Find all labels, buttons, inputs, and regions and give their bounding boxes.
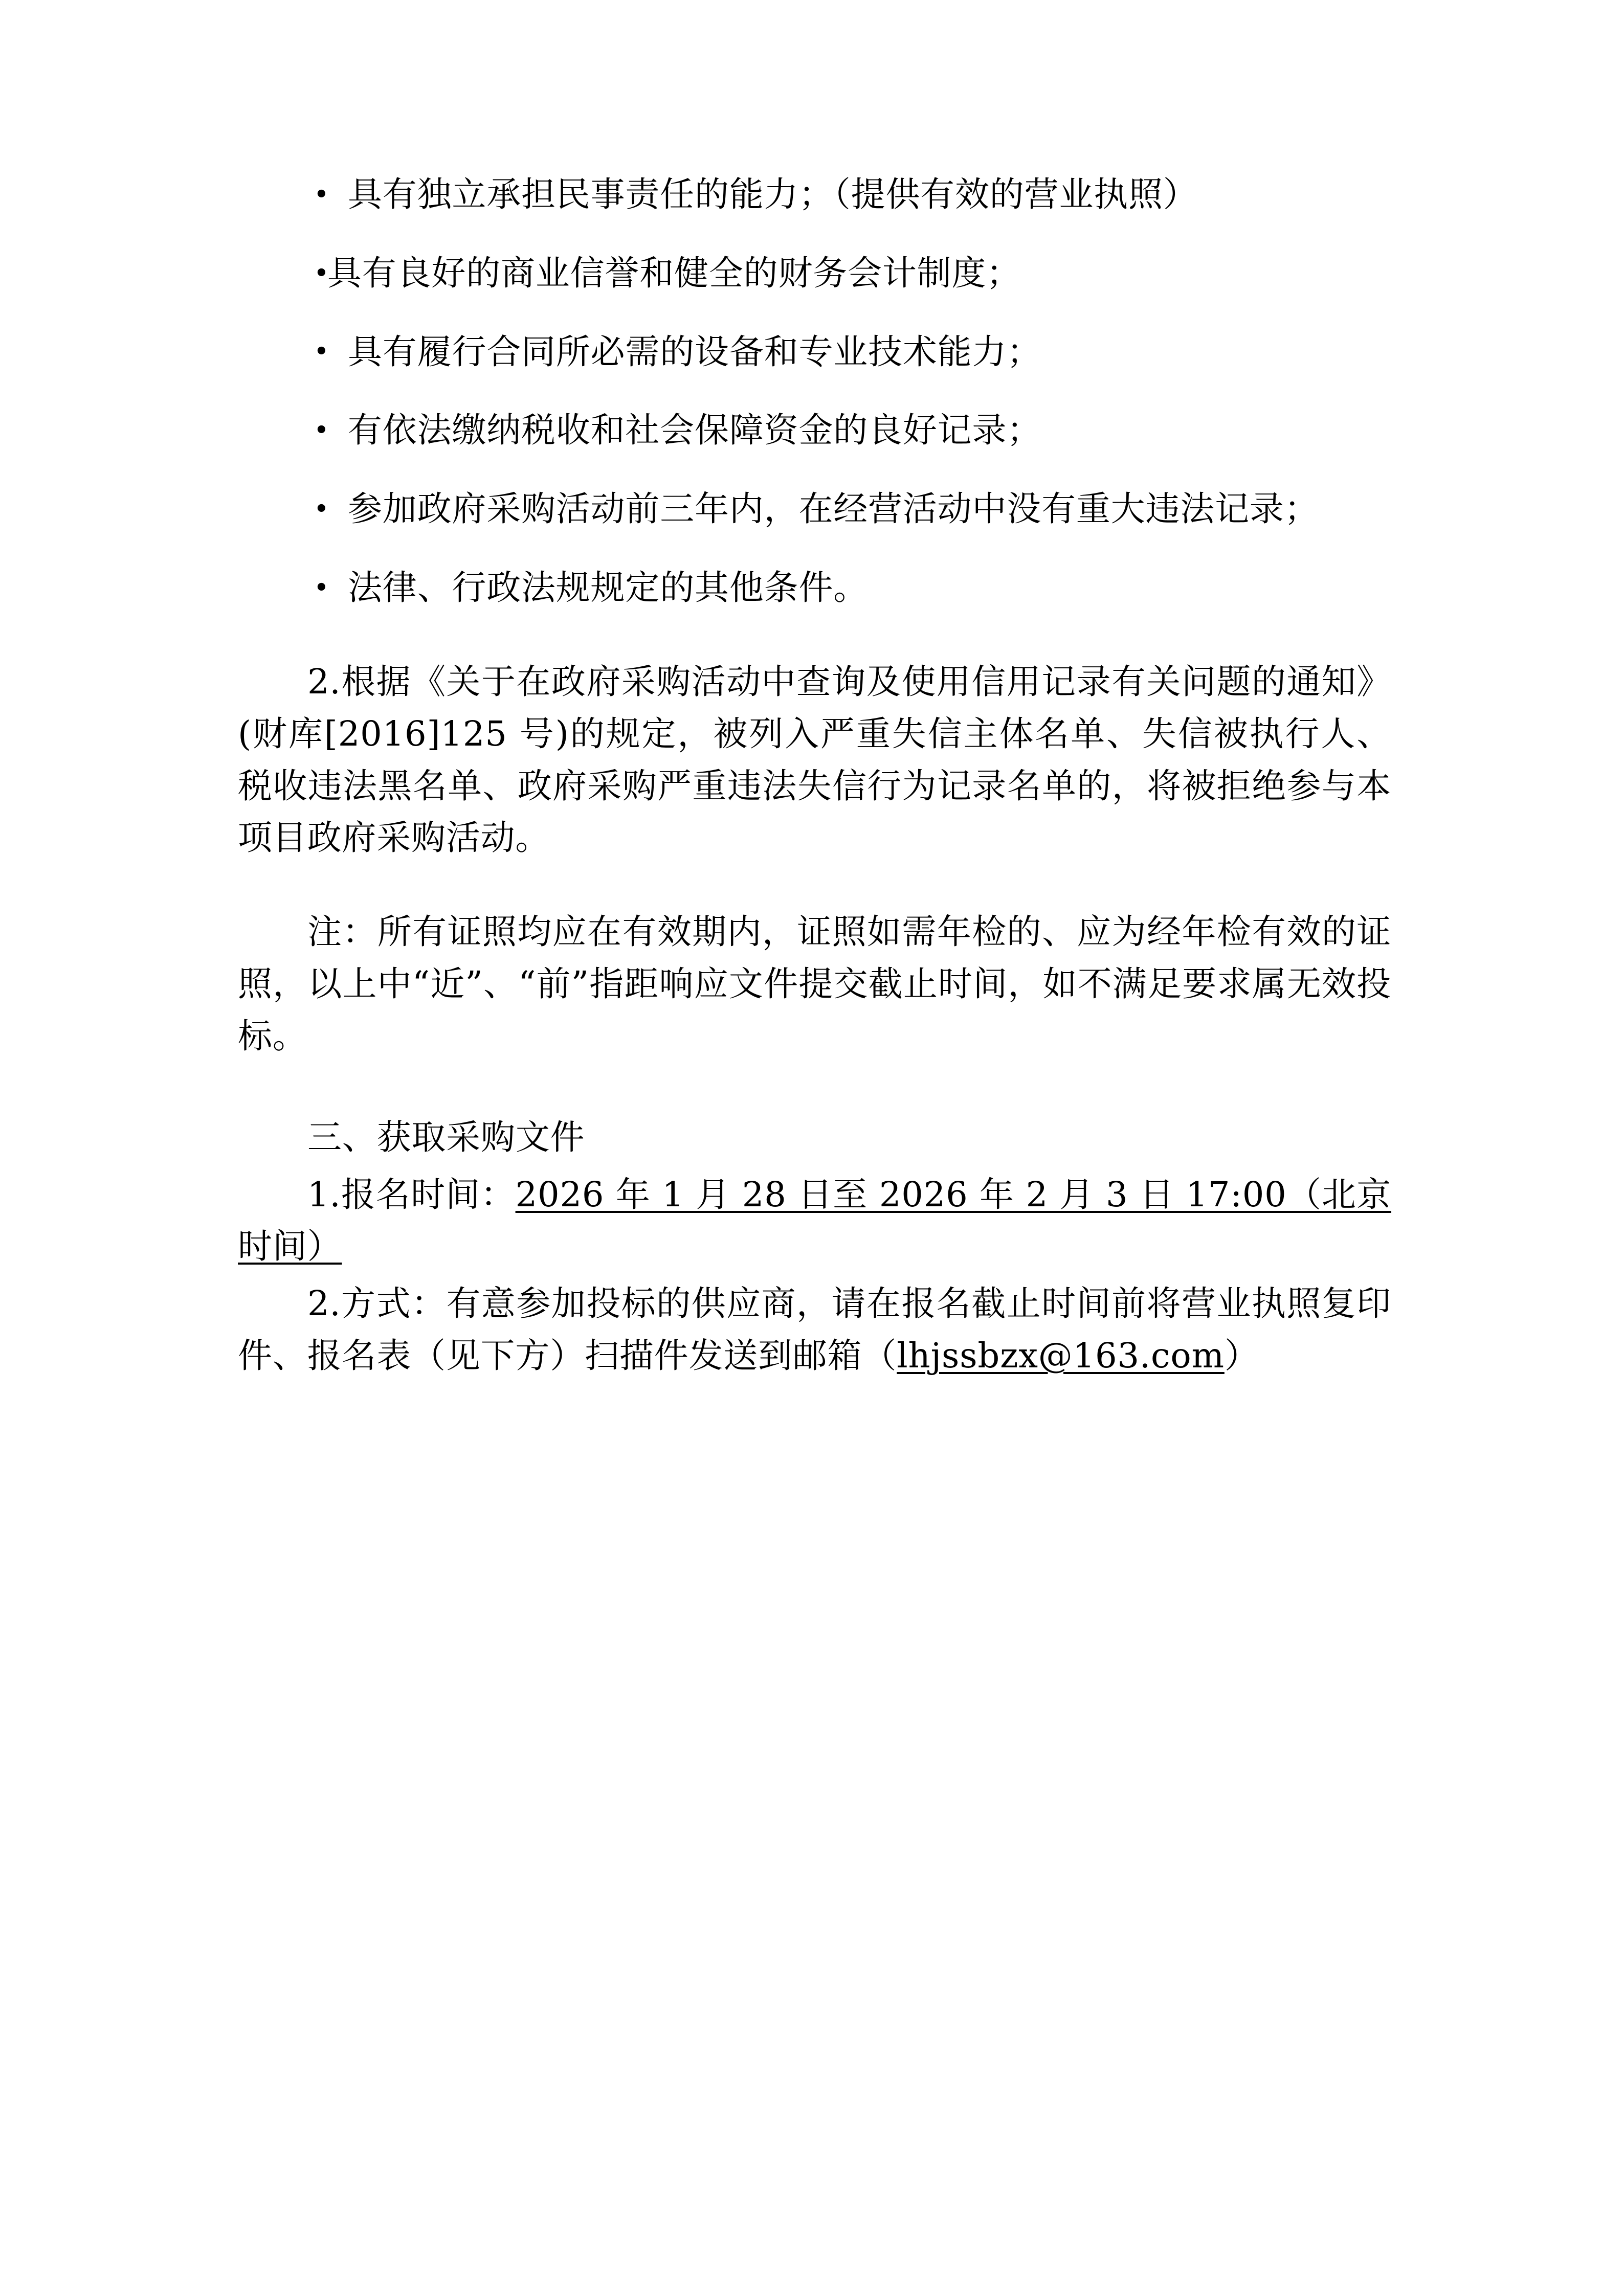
- credit-record-clause: 2.根据《关于在政府采购活动中查询及使用信用记录有关问题的通知》(财库[2016]125 号)的规定，被列入严重失信主体名单、失信被执行人、税收违法黑名单、政府采购严重违法失信行为记录名单的，将被拒绝参与本项目政府采购活动。: [238, 661, 1391, 858]
- registration-method-text-tail: ）: [1224, 1336, 1259, 1376]
- list-item: [238, 247, 1391, 300]
- list-item-text: 法律、行政法规规定的其他条件。: [348, 568, 869, 608]
- list-item-text: 有依法缴纳税收和社会保障资金的良好记录；: [348, 410, 1042, 451]
- section-heading-three: 三、获取采购文件: [307, 1117, 585, 1157]
- bullet-marker-icon: •: [314, 494, 330, 525]
- list-item: [238, 404, 1391, 457]
- list-item-text: 具有履行合同所必需的设备和专业技术能力；: [348, 331, 1042, 372]
- list-item: [238, 562, 1391, 614]
- registration-time-label: 1.报名时间：: [307, 1174, 516, 1214]
- document-body: [238, 169, 1391, 1382]
- list-item: [238, 169, 1391, 221]
- list-item-text: 具有独立承担民事责任的能力；（提供有效的营业执照）: [348, 174, 1198, 214]
- registration-email[interactable]: lhjssbzx@163.com: [897, 1336, 1225, 1376]
- registration-time-line: [238, 1169, 1391, 1273]
- registration-method-text: 有意参加投标的供应商，请在报名截止时间前将营业执照复印件、报名表（见下方）扫描件发送到邮箱（: [238, 1284, 1391, 1376]
- bullet-marker-icon: •: [314, 336, 330, 368]
- bullet-marker-icon: •: [314, 179, 330, 210]
- registration-time-value: 2026 年 1 月 28 日至 2026 年 2 月 3 日 17:00（北京时间）: [238, 1174, 1392, 1267]
- list-item-text: 具有良好的商业信誉和健全的财务会计制度；: [327, 253, 1021, 293]
- registration-method-line: [238, 1278, 1391, 1382]
- bullet-marker-icon: •: [314, 415, 330, 446]
- bullet-marker-icon: •: [314, 572, 330, 603]
- bullet-marker-icon: •: [314, 258, 330, 289]
- list-item: [238, 326, 1391, 378]
- registration-method-label: 2.方式：: [307, 1284, 447, 1324]
- list-item-text: 参加政府采购活动前三年内，在经营活动中没有重大违法记录；: [348, 489, 1319, 529]
- list-item: [238, 483, 1391, 535]
- validity-note-clause: 注：所有证照均应在有效期内，证照如需年检的、应为经年检有效的证照，以上中“近”、“前”指距响应文件提交截止时间，如不满足要求属无效投标。: [238, 912, 1391, 1056]
